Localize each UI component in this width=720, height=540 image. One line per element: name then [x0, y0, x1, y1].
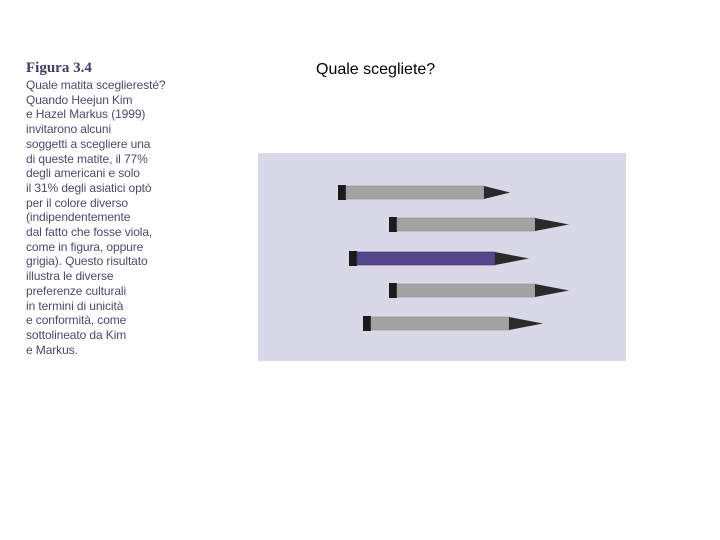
caption-line: in termini di unicità: [26, 298, 124, 313]
pencils-illustration: [258, 153, 626, 361]
pencil-tip: [495, 252, 529, 265]
caption-line: per il colore diverso: [26, 195, 128, 210]
pencil-5: [363, 316, 543, 331]
pencil-tip: [484, 186, 510, 199]
caption-line: illustra le diverse: [26, 269, 114, 284]
pencil-eraser: [363, 316, 371, 331]
pencil-3-purple: [349, 251, 529, 266]
caption-line: (indipendentemente: [26, 210, 131, 225]
pencil-body: [371, 317, 509, 330]
caption-line: Quale matita sceglieresté?: [26, 78, 166, 92]
pencil-body: [397, 284, 535, 297]
pencil-tip: [535, 284, 569, 297]
caption-line: grigia). Questo risultato: [26, 254, 148, 269]
caption-line: e Markus.: [26, 342, 78, 357]
caption-line: come in figura, oppure: [26, 239, 144, 254]
pencil-body: [346, 186, 484, 199]
caption-line: e Hazel Markus (1999): [26, 107, 146, 122]
pencil-eraser: [389, 217, 397, 232]
caption-line: e conformità, come: [26, 313, 127, 328]
pencil-eraser: [389, 283, 397, 298]
caption-line: degli americani e solo: [26, 166, 140, 181]
slide-title: Quale scegliete?: [316, 61, 436, 78]
pencil-figure: [258, 153, 626, 361]
caption-line: dal fatto che fosse viola,: [26, 225, 153, 240]
caption-line: sottolineato da Kim: [26, 327, 127, 342]
caption-line: il 31% degli asiatici optò: [26, 180, 152, 195]
caption-line: Quando Heejun Kim: [26, 92, 133, 107]
caption-line: invitarono alcuni: [26, 122, 112, 137]
caption-line: di queste matite, il 77%: [26, 151, 148, 166]
figure-caption: [26, 60, 191, 357]
pencil-tip: [509, 317, 543, 330]
pencil-body: [357, 252, 495, 265]
caption-line: preferenze culturali: [26, 283, 127, 298]
pencil-1: [338, 185, 510, 200]
pencil-2: [389, 217, 569, 232]
pencil-body: [397, 218, 535, 231]
pencil-eraser: [338, 185, 346, 200]
caption-title: Figura 3.4: [26, 60, 92, 76]
pencil-tip: [535, 218, 569, 231]
caption-line: soggetti a scegliere una: [26, 136, 151, 151]
pencil-4: [389, 283, 569, 298]
pencil-eraser: [349, 251, 357, 266]
